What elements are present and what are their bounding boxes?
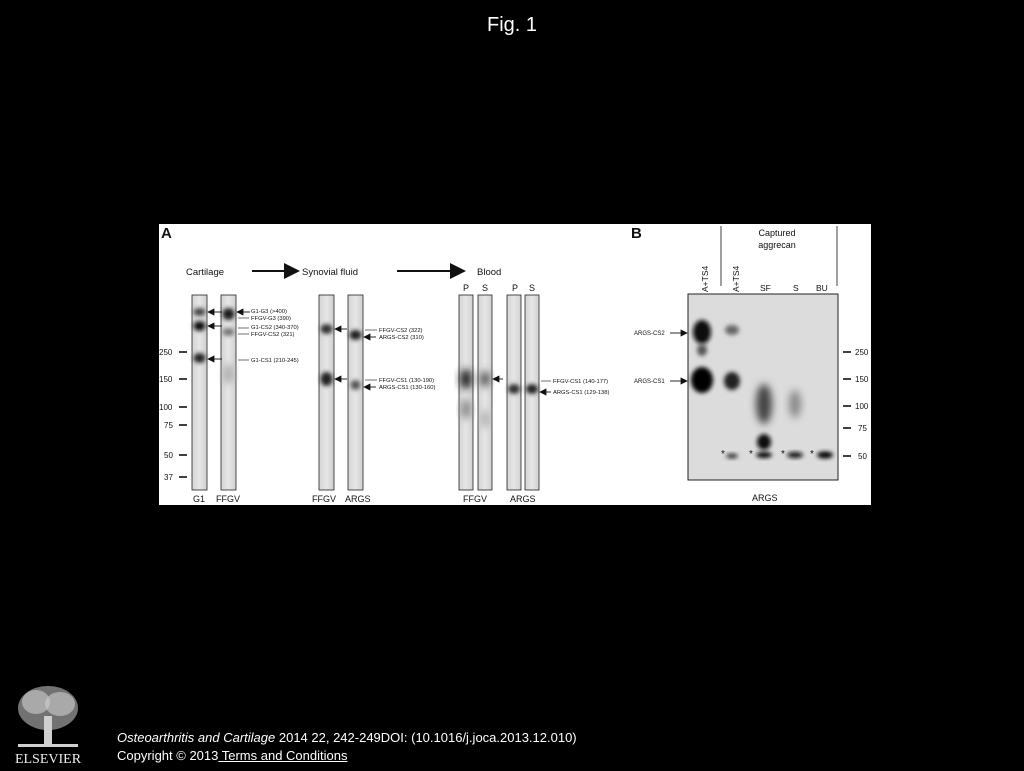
band-label: ARGS-CS1 (129-138): [553, 390, 610, 396]
lane-label-g1: G1: [193, 494, 206, 504]
band-label: G1-CS1 (210-245): [251, 358, 299, 364]
band-label: FFGV-CS1 (140-177): [553, 379, 609, 385]
lane-label-args-blood: ARGS: [510, 494, 536, 504]
lane-blood-p2: [507, 295, 521, 490]
elsevier-logo: [8, 682, 88, 766]
aggrecan-label: aggrecan: [758, 240, 796, 250]
band-label-args-cs1: ARGS-CS1: [634, 379, 665, 385]
marker-37: 37: [164, 473, 173, 482]
marker-b-150: 150: [855, 375, 869, 384]
panel-b-footer-label: ARGS: [752, 493, 778, 503]
panel-b-label: B: [631, 225, 642, 242]
blot-b: [688, 294, 838, 480]
lane-blood-s2: [525, 295, 539, 490]
lane-label-ffgv: FFGV: [216, 494, 240, 504]
marker-b-100: 100: [855, 402, 869, 411]
terms-link[interactable]: Terms and Conditions: [218, 748, 348, 763]
band-star: *: [749, 449, 753, 460]
lane-b-s: S: [793, 283, 799, 293]
lane-label-ffgv-blood: FFGV: [463, 494, 487, 504]
figure-panel: [159, 224, 871, 505]
marker-150: 150: [159, 375, 173, 384]
citation-details: 2014 22, 242-249DOI: (10.1016/j.joca.2013.12.010): [275, 730, 577, 745]
lane-b-2: A+TS4: [731, 265, 741, 292]
band-label: ARGS-CS1 (130-160): [379, 385, 436, 391]
svg-text:ELSEVIER: ELSEVIER: [14, 752, 82, 766]
band-label: FFGV-CS2 (321): [251, 332, 295, 338]
flow-synovial: Synovial fluid: [302, 267, 358, 278]
lane-blood-s1: [478, 295, 492, 490]
lane-label-s1: S: [482, 283, 489, 293]
citation: [117, 730, 577, 745]
lane-args-synovial: [348, 295, 363, 490]
flow-cartilage: Cartilage: [186, 267, 225, 278]
band-star: *: [781, 449, 785, 460]
band-label: FFGV-CS1 (130-190): [379, 378, 435, 384]
figure-title: Fig. 1: [486, 14, 538, 36]
figure-graphic: [159, 224, 871, 505]
lane-b-sf: SF: [760, 283, 771, 293]
blood-band-labels: [553, 379, 609, 396]
marker-100: 100: [159, 403, 173, 412]
band-label-args-cs2: ARGS-CS2: [634, 331, 665, 337]
lane-b-1: A+TS4: [700, 265, 710, 292]
lane-blood-p1: [459, 295, 473, 490]
lane-ffgv-cartilage: [221, 295, 236, 490]
lane-label-ffgv-synovial: FFGV: [312, 494, 336, 504]
flow-blood: Blood: [477, 267, 502, 278]
mw-markers-b: [843, 348, 869, 461]
lane-label-p1: P: [463, 283, 470, 293]
lane-g1: [192, 295, 207, 490]
marker-50: 50: [164, 451, 173, 460]
mw-markers-a: [159, 348, 187, 482]
lane-label-args-synovial: ARGS: [345, 494, 371, 504]
copyright-text: Copyright © 2013: [117, 748, 219, 763]
band-label: G1-CS2 (340-370): [251, 325, 299, 331]
panel-a-label: A: [161, 225, 172, 242]
lane-label-s2: S: [529, 283, 536, 293]
journal-name: Osteoarthritis and Cartilage: [117, 730, 276, 745]
marker-b-250: 250: [855, 348, 869, 357]
marker-b-50: 50: [858, 452, 867, 461]
copyright: [117, 748, 347, 763]
band-label: FFGV-CS2 (322): [379, 328, 423, 334]
band-label: FFGV-G3 (390): [251, 316, 291, 322]
marker-250: 250: [159, 348, 173, 357]
lane-b-bu: BU: [816, 283, 828, 293]
lane-ffgv-synovial: [319, 295, 334, 490]
cartilage-band-labels: [238, 309, 299, 364]
marker-b-75: 75: [858, 424, 867, 433]
lane-label-p2: P: [512, 283, 519, 293]
band-label: G1-G3 (>400): [251, 309, 287, 315]
marker-75: 75: [164, 421, 173, 430]
band-label: ARGS-CS2 (310): [379, 335, 424, 341]
synovial-band-labels: [379, 328, 435, 391]
captured-label: Captured: [758, 228, 796, 238]
band-star: *: [721, 449, 725, 460]
band-star: *: [810, 449, 814, 460]
